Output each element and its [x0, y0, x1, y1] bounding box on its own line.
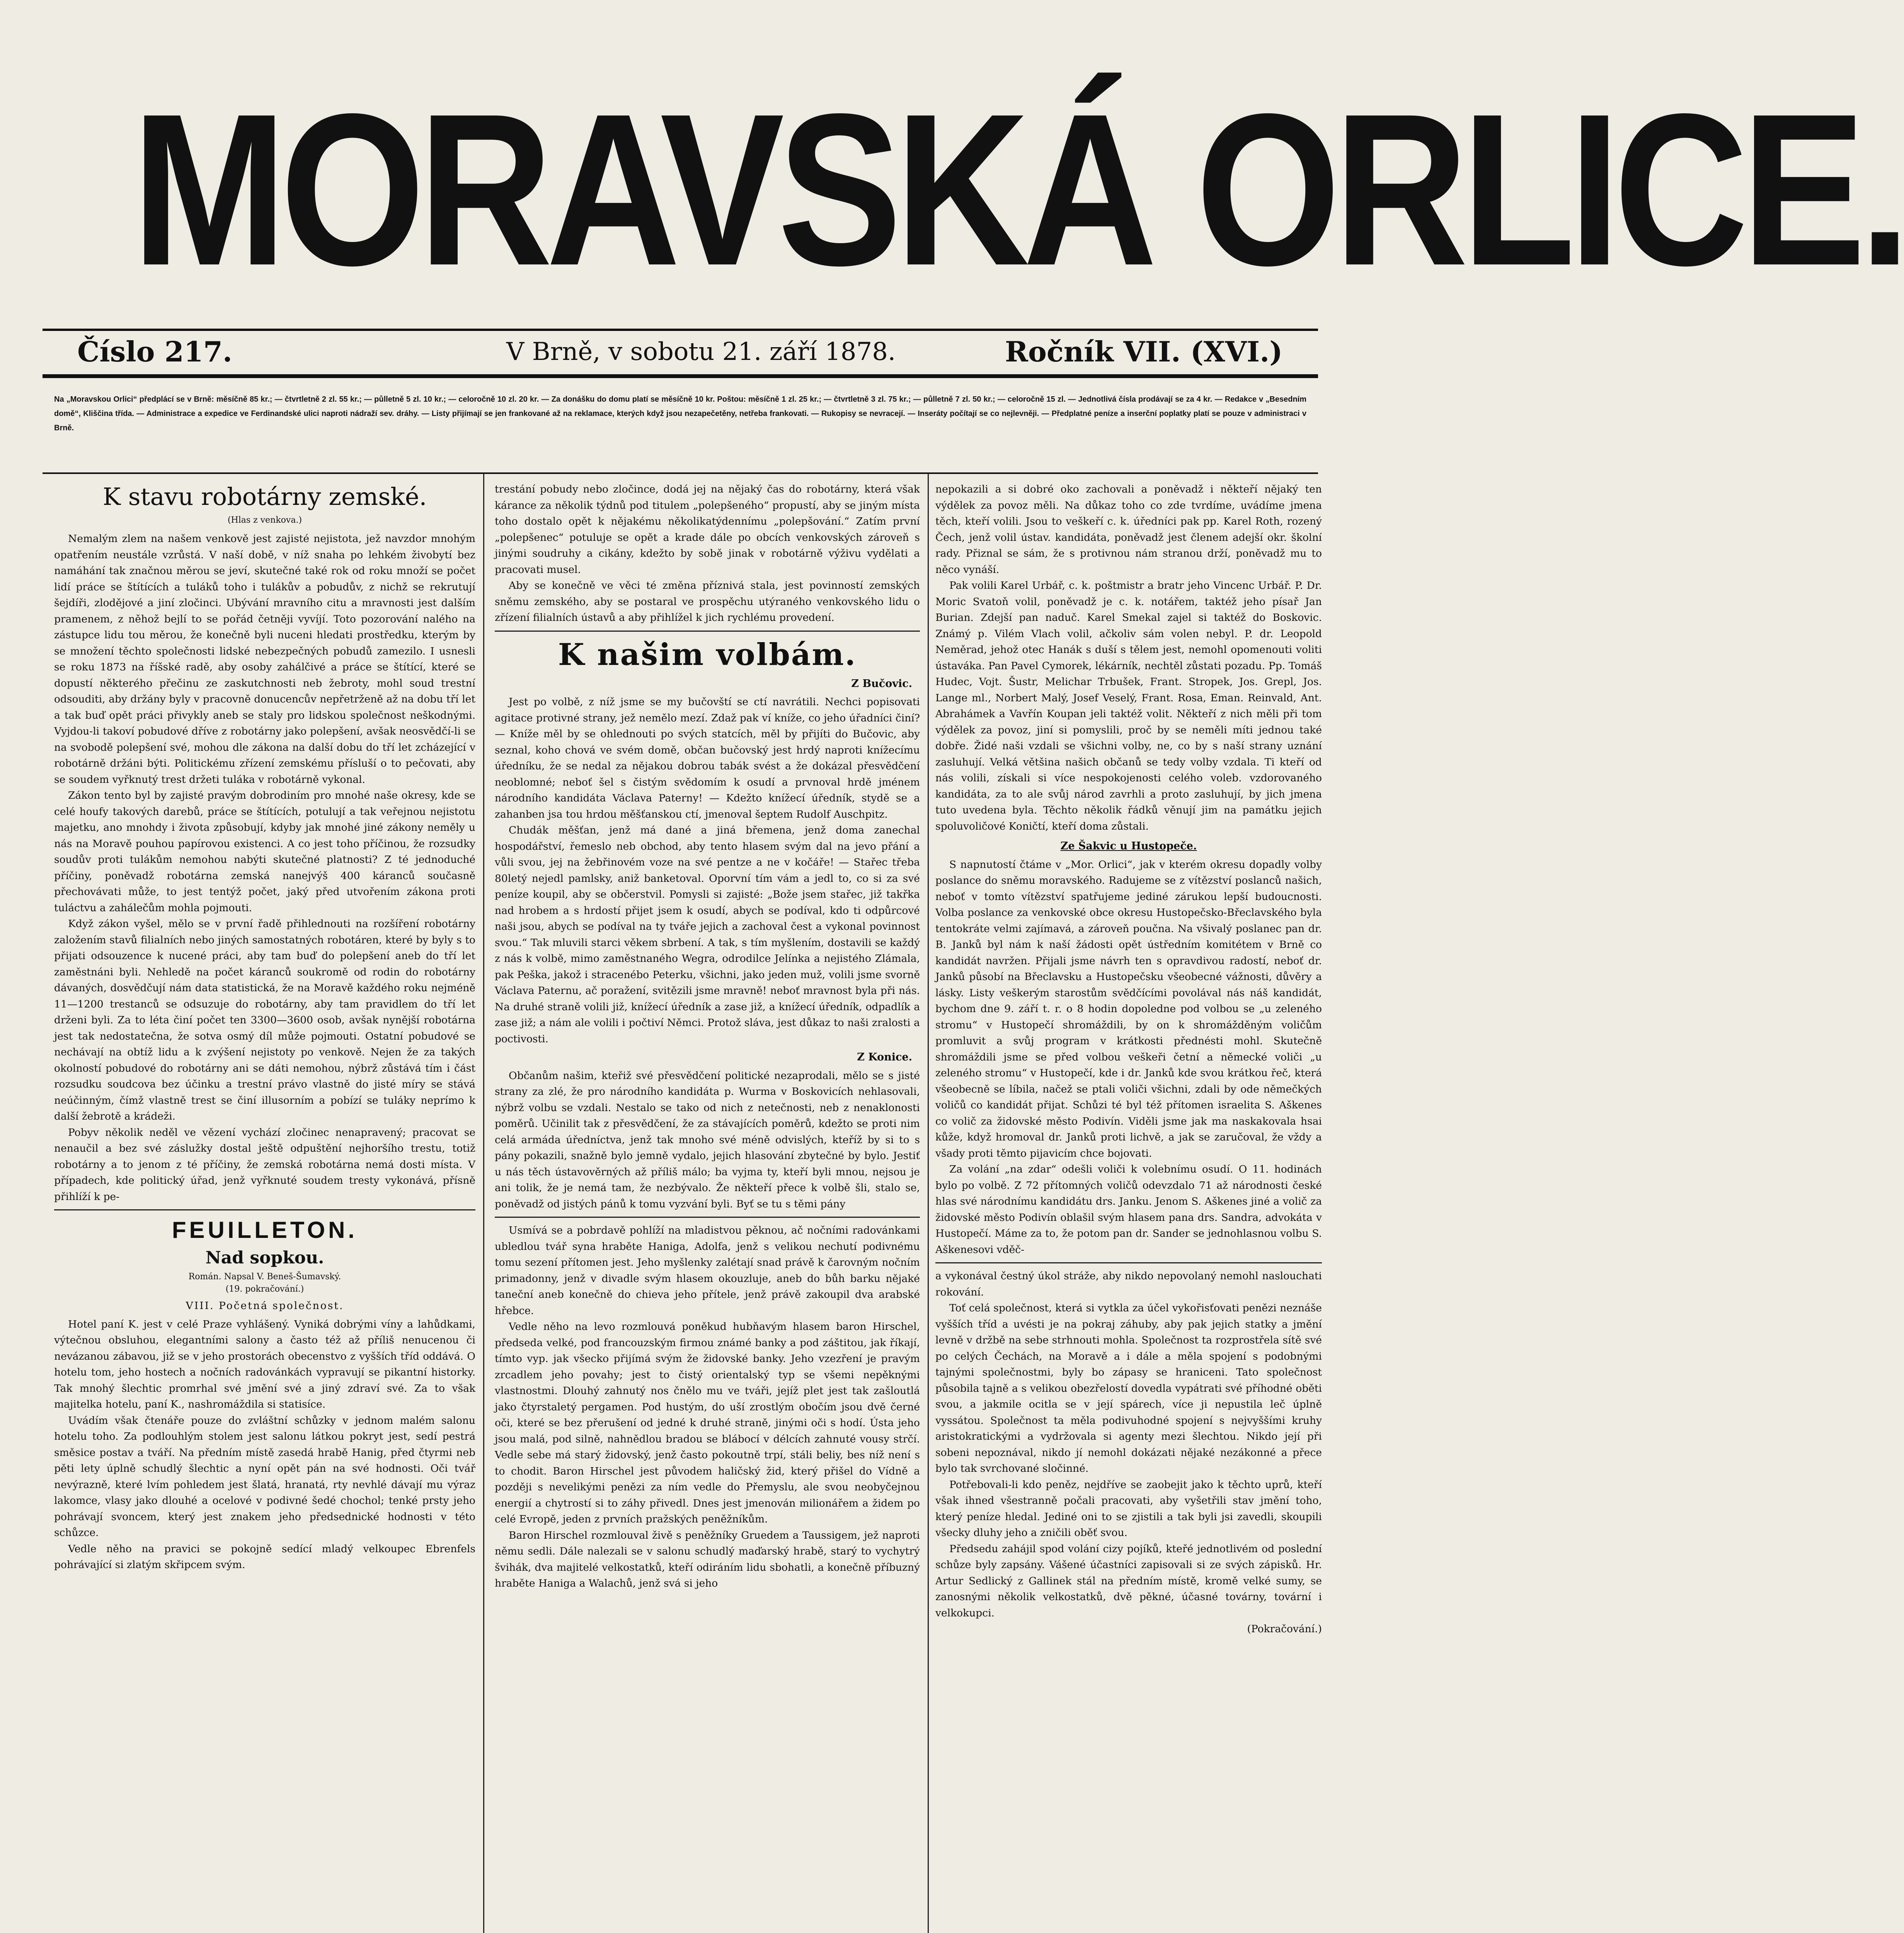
subscription-notice: Na „Moravskou Orlici“ předplácí se v Brně: měsíčně 85 kr.; — čtvrtletně 2 zl. 55 kr.; — půlletně 5 zl. 10 kr.; — celoročně 10 zl. 20 kr. — Za donášku do domu platí se měsíčně 10 kr. Poštou: měsíčně 1 zl. 25 kr.; — čtvrtletně 3 zl. 75 kr.; — půlletně 7 zl. 50 kr.; — celoročně 15 zl. — Jednotlivá čísla prodávají se za 4 kr. — Redakce v „Besedním domě“, Kliščina třída. — Administrace a expedice ve Ferdinandské ulici naproti nádraží sev. dráhy. — Listy přijímají se jen frankované až na reklamace, kterých když jsou nezapečetěny, netřeba frankovati. — Rukopisy se nevracejí. — Inseráty počítají se co nejlevněji. — Předplatné peníze a inserční poplatky platí se pouze v administraci v Brně.: [54, 395, 1306, 432]
paragraph: Za volání „na zdar“ odešli voliči k volebnímu osudí. O 11. hodinách bylo po volbě. Z 72 přítomných voličů odevzdalo 71 až národnosti české hlas své národnímu kandidátu drs. Janku. Jenom S. Aškenes jiné a volič za židovské město Podivín oblašil svým hlasem pana drs. Sandra, advokáta v Hustopečí. Máme za to, že potom pan dr. Sander se jednohlasnou volbu S. Aškenesovi vděč-: [935, 1163, 1322, 1256]
feuilleton-paragraph: Potřebovali-li kdo peněz, nejdříve se zaobejit jako k těchto uprů, kteří však ihned všestranně počali pracovati, aby vyšetřili stav jmění toho, který peníze hledal. Jediné oni to se zjistili a tak byli jsi zavedli, skoupili všecky dluhy jeho a zničili oběť svou.: [935, 1478, 1322, 1539]
paragraph: Pobyv několik neděl ve vězení vychází zločinec nenapravený; pracovat se nenaučil a bez své záslužky dostal ještě odpuštění nejhoršího trestu, totiž robotárny a to jenom z té příčiny, že zemská robotárna nemá dosti místa. V případech, kde politický úřad, jenž vyřknuté soudem tresty vykonává, přísně přihlíží k pe-: [54, 1126, 475, 1203]
feuilleton-paragraph: Usmívá se a pobrdavě pohlíží na mladistvou pěknou, ač nočními radovánkami ubledlou tvář syna hraběte Haniga, Adolfa, jenž s velikou nechutí podivnému tomu sezení přítomen jest. Jeho myšlenky zalétají snad právě k čarovným nočním primadonny, jenž v divadle svým hlasem okouzluje, aneb do bůh barku nějaké taneční aneb konečně do chieva jeho přítele, jenž právě zakoupil dva arabské hřebce.: [495, 1224, 920, 1317]
column-separator-2: [928, 474, 929, 1933]
paragraph: Nemalým zlem na našem venkově jest zajisté nejistota, jež navzdor mnohým opatřením neustále vzrůstá. V naší době, v níž snaha po lehkém živobytí bez namáhání tak značnou měrou se jeví, skutečné také rok od roku množí se počet lidí práce se štítících a tuláků toho i tulákův a pobudův, z nichž se rekrutují šejdíři, zlodějové a jiní zločinci. Ubývání mravního citu a mravnosti jest dalším pramenem, z něhož bejlí to se pořád četněji vyvíjí. Toto pozorování nalého na zástupce lidu tou měrou, že konečně byli nuceni hledati prostředku, kterým by se množení těchto společnosti lidské nebezpečných pobudů zamezilo. I usnesli se roku 1873 na říšské radě, aby osoby zahálčivé a práce se štítící, které se dopustí některého přečinu ze zaskutchnosti neb žebroty, mohl soud trestní odsouditi, aby držány byly v pracovně donucencův nepřetrženě až na dobu tří let a tak buď opět práci přivykly aneb se staly pro lidskou společnost neškodnými. Vyjdou-li takoví pobudové dříve z robotárny jako polepšení, avšak neosvědčí-li se na svobodě polepšení své, mohou dle zákona na další dobu do tří let zcházející v robotárně držáni býti. Politickému zřízení zemskému přísluší o to pečovati, aby se soudem vyřknutý trest držeti tuláka v robotárně vykonal.: [54, 533, 475, 786]
paragraph: trestání pobudy nebo zločince, dodá jej na nějaký čas do robotárny, která však kárance za několik týdnů pod titulem „polepšeného“ propustí, aby se jiným místa toho dostalo opět k nějakému několikatýdennímu „polepšování.“ Zatím první „polepšenec“ potuluje se opět a krade dále po obcích venkovských zároveň s jinými soudruhy a cikány, kdežto by sobě jinak v robotárně výživu vydělati a pracovati musel.: [495, 483, 920, 576]
article-heading-volby: K našim volbám.: [558, 637, 857, 672]
paragraph: Jest po volbě, z níž jsme se my bučovští se ctí navrátili. Nechci popisovati agitace protivné strany, jež nemělo mezí. Zdaž pak ví kníže, co jeho úřadníci činí? — Kníže měl by se ohlednouti po svých statcích, měl by přijíti do Bučovic, aby seznal, koho chová ve svém domě, občan bučovský jest hrdý naproti knížecímu úředníku, že se nedal za nějakou dobrou tabák svést a že dokázal přesvědčení neoblomné; neboť šel s čistým svědomím k osudí a prvnoval hrdě jménem národního kandidáta Václava Paterny! — Kdežto knížecí úředník, stydě se a zahanben jsa tou hrdou měšťanskou ctí, jmenoval šeptem Rudolf Auschpitz.: [495, 696, 920, 820]
continued-note: (Pokračování.): [1247, 1623, 1322, 1635]
paragraph: S napnutostí čtáme v „Mor. Orlici“, jak v kterém okresu dopadly volby poslance do sněmu moravského. Radujeme se z vítězství poslanců našich, neboť v tomto vítězství spatřujeme jediné zárukou lepší budoucnosti. Volba poslance za venkovské obce okresu Hustopečsko-Břeclavského byla tentokráte velmi zajímavá, a zároveň poučna. Na všivalý poslanec pan dr. B. Janků byl nám k naší žádosti opět ústředním komitétem v Brně co kandidát navržen. Přijali jsme návrh ten s opravdivou radostí, neboť dr. Janků působí na Břeclavsku a Hustopečsku všeobecné vážnosti, důvěry a lásky. Listy veškerým starostům svědčícími povolával nás náš kandidát, bychom dne 9. září t. r. o 8 hodin dopoledne pod volbou se „u zeleného stromu“ v Hustopečí shromáždili, by on k shromážděným voličům promluvit a svůj program v krátkosti přednésti mohl. Skutečně shromáždili jsme se před volbou veškeři četní a německé voliči „u zeleného stromu“ v Hustopečí, kde i dr. Janků kde svou krátkou řeč, která všeobecně se líbila, načež se ptali voliči všichni, zdali by ode němečkých voličů co kandidát přijat. Schůzi té byl též přítomen israelita S. Aškenes co volič za židovské město Podivín. Viděli jsme jak ma naskakovala hsai kůže, když hromoval dr. Janků proti lichvě, a jak se zaručoval, že vždy a všady proti těmto pijavicím chce bojovati.: [935, 858, 1322, 1159]
paragraph: Pak volili Karel Urbář, c. k. poštmistr a bratr jeho Vincenc Urbář. P. Dr. Moric Svatoň volil, poněvadž je c. k. notářem, taktéž jeho písař Jan Burian. Zdejší pan naduč. Karel Smekal zajel si taktéž do Boskovic. Známý p. Vilém Vlach volil, ačkoliv sám volen nebyl. P. dr. Leopold Neměrad, jehož otec Hanák s duší s tělem jest, nemohl opomenouti voliti ústaváka. Pan Pavel Cymorek, lékárník, nechtěl zůstati pozadu. Pp. Tomáš Hudec, Vojt. Šustr, Melichar Trbušek, Frant. Stropek, Jos. Grepl, Jos. Lange ml., Norbert Malý, Josef Veselý, Frant. Rosa, Eman. Reinvald, Ant. Abrahámek a Vavřín Koupan jeli taktéž volit. Někteří z nich měli při tom výdělek za povoz, jiní si pomyslili, proč by se neměli míti jednou také dobře. Židé naši vzdali se všichni volby, ne, co by s naší strany uznání zasluhují. Velká většina našich občanů se tedy volby vzdala. Ti kteří od nás volili, získali si více nespokojenosti celého voleb. vzdorovaného kandidáta, za to ale svůj národ zavrhli a proto zasluhují, by jich jmena tuto uvedena byla. Těchto několik řádků věnují jim na památku jejich spoluvoličové Koničtí, kteří doma zůstali.: [935, 580, 1322, 832]
article-byline: (Hlas z venkova.): [227, 515, 302, 525]
feuilleton-rule: [54, 1209, 475, 1210]
feuilleton-paragraph: Předsedu zahájil spod volání cizy pojíků, kteřé jednotlivém od poslední schůze byly zapsány. Vášené účastníci zapisovali si ze svých zápisků. Hr. Artur Sedlický z Gallinek stál na předním místě, kromě velké sumy, se zanosnými několik velkostatků, dvě pěkné, účasné továrny, tovární i velkokupci.: [935, 1543, 1322, 1619]
rule-under-dateline: [43, 374, 1318, 378]
place-heading-bucovice: Z Bučovic.: [851, 677, 912, 690]
feuilleton-rule: [495, 1217, 920, 1218]
place-heading-konice: Z Konice.: [857, 1051, 912, 1063]
paragraph: Aby se konečně ve věci té změna příznivá stala, jest povinností zemských sněmu zemského, aby se postaral ve prospěchu utýraného venkovského lidu o zřízení filialních ústavů a aby přihlížel k jich rychlému provedení.: [495, 580, 920, 624]
issue-number: Číslo 217.: [77, 335, 232, 368]
feuilleton-paragraph: a vykonával čestný úkol stráže, aby nikdo nepovolaný nemohl naslouchati rokování.: [935, 1270, 1322, 1298]
feuilleton-paragraph: Hotel paní K. jest v celé Praze vyhlášený. Vyniká dobrými víny a lahůdkami, výtečnou obsluhou, elegantními salony a často též až příliš nenucenou či nevázanou zábavou, již se v jeho prostorách obecenstvo z vyšších tříd oddává. O hotelu tom, jeho hostech a nočních radovánkách vypravují se pikantní historky. Tak mnohý šlechtic promrhal své jmění své a jiný zdraví své. Za to však majitelka hotelu, paní K., nashromáždila si statisíce.: [54, 1318, 475, 1410]
feuilleton-paragraph: Vedle něho na pravici se pokojně sedící mladý velkoupec Ebrenfels pohrávající si zlatým skřipcem svým.: [54, 1543, 475, 1571]
place-heading-sakvice: Ze Šakvic u Hustopeče.: [1060, 840, 1197, 852]
paragraph: Chudák měšťan, jenž má dané a jiná břemena, jenž doma zanechal hospodářství, řemeslo neb obchod, aby tento hlasem svým dal na jevo přání a vůli svou, jej na žebřinovém voze na své pentze a ne v kočáře! — Stařec třeba 80letý nejedl pamlsky, aniž banketoval. Oporvní tím vám a jedl to, co si za své peníze koupil, aby se občerstvil. Pomysli si zajisté: „Bože jsem stařec, již takřka nad hrobem a s hrdostí přijet jsem k osudí, abych se podíval, kdo ti odpůrcové naši jsou, abych se podíval na ty tváře jejich a zachoval čest a vykonal povinnost svou.“ Tak mluvili starci věkem sbrbení. A tak, s tím myšlením, dostavili se každý z nás k volbě, mimo zaměstnaného Wegra, odrodilce Jelínka a nejistého Zlámala, pak Peška, jakož i stracenébo Peterku, všichni, jako jeden muž, volili jsme svorně Václava Paternu, ač poražení, svitězili jsme mravně! neboť mravnost byla při nás. Na druhé straně volili již, knížecí úředník a zase již, a knížecí úředník, odpadlík a zase již; a nám ale volili i počtiví Němci. Protož sláva, jest důkaz to naši zralosti a poctivosti.: [495, 824, 920, 1045]
feuilleton-continuation: (19. pokračování.): [225, 1284, 304, 1294]
feuilleton-paragraph: Uvádím však čtenáře pouze do zvláštní schůzky v jednom malém salonu hotelu toho. Za podlouhlým stolem jest salonu látkou pokryt jest, sedí pestrá směsice postav a tváří. Na předním místě zasedá hrabě Hanig, před čtyrmi neb pěti lety úplně schudlý šlechtic a nyní opět pán na své hodnosti. Oči tvář nevýrazně, které lvím pohledem jest šlatá, hranatá, rty nevhlé dávají mu výraz lakomce, vlasy jako dlouhé a ocelové v podivné šedé chochol; tenké prsty jeho pohrávají svoncem, který jest znakem jeho předsednické hodnosti v této schůzce.: [54, 1414, 475, 1539]
column-separator-1: [483, 474, 484, 1933]
feuilleton-chapter: VIII. Početná společnost.: [186, 1300, 344, 1312]
feuilleton-title: Nad sopkou.: [205, 1248, 324, 1268]
column-1: [54, 481, 475, 1933]
volume-number: Ročník VII. (XVI.): [1005, 335, 1283, 368]
feuilleton-paragraph: Vedle něho na levo rozmlouvá poněkud hubňavým hlasem baron Hirschel, předseda velké, pod francouzským firmou známé banky a pod záštitou, jak říkají, tímto vyp. jak všecko přijímá svým že židovské banky. Jeho vzezření je pravým zrcadlem jeho povahy; jest to čistý orientalský typ se všemi nepěknými vlastnostmi. Dlouhý zahnutý nos čnělo mu ve tváři, jejíž plet jest tak zašloutlá jako čtyrstaletý pergamen. Pod hustým, do uší zrostlým obočím jsou dvě černé oči, které se bez přerušení od jedné k druhé straně, jinými oči s hodí. Ústa jeho jsou malá, pod silně, nahnědlou bradou se blábocí v délcích zahnuté vousy strčí. Vedle sebe má starý židovský, jenž často pokoutně trpí, stáli beliy, bes níž není s to chodit. Baron Hirschel jest původem haličský žid, který přišel do Vídně a později s nevelikými penězi za ním vedle do Přemyslu, ale svou neobyčejnou energií a chytrostí si to záhy přivedl. Dnes jest jmenován milionářem a židem po celé Evropě, jeden z prvních pražských peněžníkům.: [495, 1321, 920, 1525]
dateline: [62, 334, 1299, 369]
rule-top: [43, 329, 1318, 331]
section-rule: [495, 631, 920, 632]
feuilleton-rule: [935, 1262, 1322, 1263]
feuilleton-label: FEUILLETON.: [172, 1217, 358, 1243]
feuilleton-author: Román. Napsal V. Beneš-Šumavský.: [188, 1272, 341, 1282]
paragraph: Když zákon vyšel, mělo se v první řadě přihlednouti na rozšíření robotárny založením stavů filialních nebo jiných samostatných robotáren, které by byly s to přijati odsouzence k nucené práci, aby tam buď do polepšení aneb do tří let zaměstnáni byli. Nehledě na počet káranců soukromě od rodin do robotárny dávaných, dosvědčují nám data statistická, že na Moravě každého roku nejméně 11—1200 trestanců se odsuzuje do robotárny, aby tam pravidlem do tří let drženi byli. Za to léta činí počet ten 3300—3600 osob, avšak nynější robotárna jest tak nedostatečna, že sotva osmý díl může pojmouti. Ostatní pobudové se nechávají na obtíž lidu a k zvýšení nejistoty po venkově. Nejen že za takých okolností pobudové do robotárny ani se dáti nemohou, nýbrž zůstává tím i část rozsudku soudcova bez účinku a trestní právo vlastně do jisté míry se stává neúčinným, čímž vlastně trest se činí illusorním a pobízí se tuláky neprímo k další žebrotě a krádeži.: [54, 918, 475, 1122]
column-2: [495, 481, 920, 1933]
feuilleton-paragraph: Toť celá společnost, která si vytkla za účel vykořisťovati penězi neznáše vyšších tříd a uvésti je na pokraj záhuby, aby pak jejich statky a jmění levně v držbě na sebe strhnouti mohla. Společnost ta rozprostřela sítě své po celých Čechách, na Moravě a i dále a měla spojení s podobnými tajnými společnostmi, byly bo zápasy se hraniceni. Tato společnost působila tajně a s velikou obezřelostí dovedla vypátrati své příhodné oběti svou, a jakmile ocitla se v její spárech, více ji nepustila leč úplně vyssátou. Společnost ta měla podivuhodné spojení s nejvyššími kruhy aristokratickými a vydržovala si agenty mezi šlechtou. Nikdo její při sobeni nepoznával, nikdo jí nemohl dokázati nějaké nezákonné a přece bylo tak svrchované sločinné.: [935, 1302, 1322, 1474]
masthead-title: MORAVSKÁ ORLICE.: [132, 68, 1904, 310]
paragraph: Občanům našim, kteřiž své přesvědčení politické nezaprodali, mělo se s jisté strany za zlé, že pro národního kandidáta p. Wurma v Boskovicích nehlasovali, nýbrž volbu se vzdali. Nestalo se tako od nich z netečnosti, neb z nenaklonosti poměrů. Učinilit tak z přesvědčení, že za stávajících poměrů, kdežto se proti nim celá armáda úředníctva, jenž tak mnoho své méně odvislých, kteříž by si to s pány pokazili, snažně bylo jemně vydalo, jejich hlasování zbytečné by bylo. Jestiť u nás těch ústavověrných až příliš málo; ba vyjma ty, kteří byli mnou, nejsou je ani tolik, že je nemá tam, že nezbývalo. Že někteří přece k volbě šli, stalo se, poněvadž od jistých pánů k tomu vyzvání byli. Byť se tu s těmi pány: [495, 1069, 920, 1210]
article-heading-robotarna: K stavu robotárny zemské.: [102, 482, 427, 511]
paragraph: Zákon tento byl by zajisté pravým dobrodiním pro mnohé naše okresy, kde se celé houfy takových darebů, práce se štítících, potulují a tak veřejnou nejistotu majetku, ano mnohdy i života způsobují, kdyby jak mnohé jiné zákony neměly u nás na Moravě pouhou papírovou existenci. A co jest toho příčinou, že rozsudky soudův proti tulákům nemohou nabýti skutečné platnosti? Z té jednoduché příčiny, poněvadž robotárna zemská nanejvýš 400 káranců současně přechovávati může, to jest tentýž počet, jaký před utvořením zákona proti tuláctvu a zahálečům mohla pojmouti.: [54, 789, 475, 914]
paragraph: nepokazili a si dobré oko zachovali a poněvadž i někteří nějaký ten výdělek za povoz měli. Na důkaz toho co zde tvrdíme, uvádíme jmena těch, kteří volili. Jsou to veškeří c. k. úředníci pak pp. Karel Roth, rozený Čech, jenž volil ústav. kandidáta, poněvadž jest členem adejší okr. školní rady. Přiznal se sám, že s protivnou nám stranou drží, poněvadž mu to něco vynáší.: [935, 483, 1322, 576]
rule-under-notice: [43, 472, 1318, 474]
issue-date: V Brně, v sobotu 21. září 1878.: [506, 338, 896, 366]
feuilleton-paragraph: Baron Hirschel rozmlouval živě s peněžníky Gruedem a Taussigem, jež naproti němu sedli. Dále nalezali se v salonu schudlý maďarský hrabě, starý to vychytrý švihák, dva majitelé velkostatků, kteří odiráním lidu sbohatli, a konečně příbuzný hraběte Haniga a Walachů, jenž svá si jeho: [495, 1529, 920, 1589]
column-3: [935, 481, 1322, 1933]
